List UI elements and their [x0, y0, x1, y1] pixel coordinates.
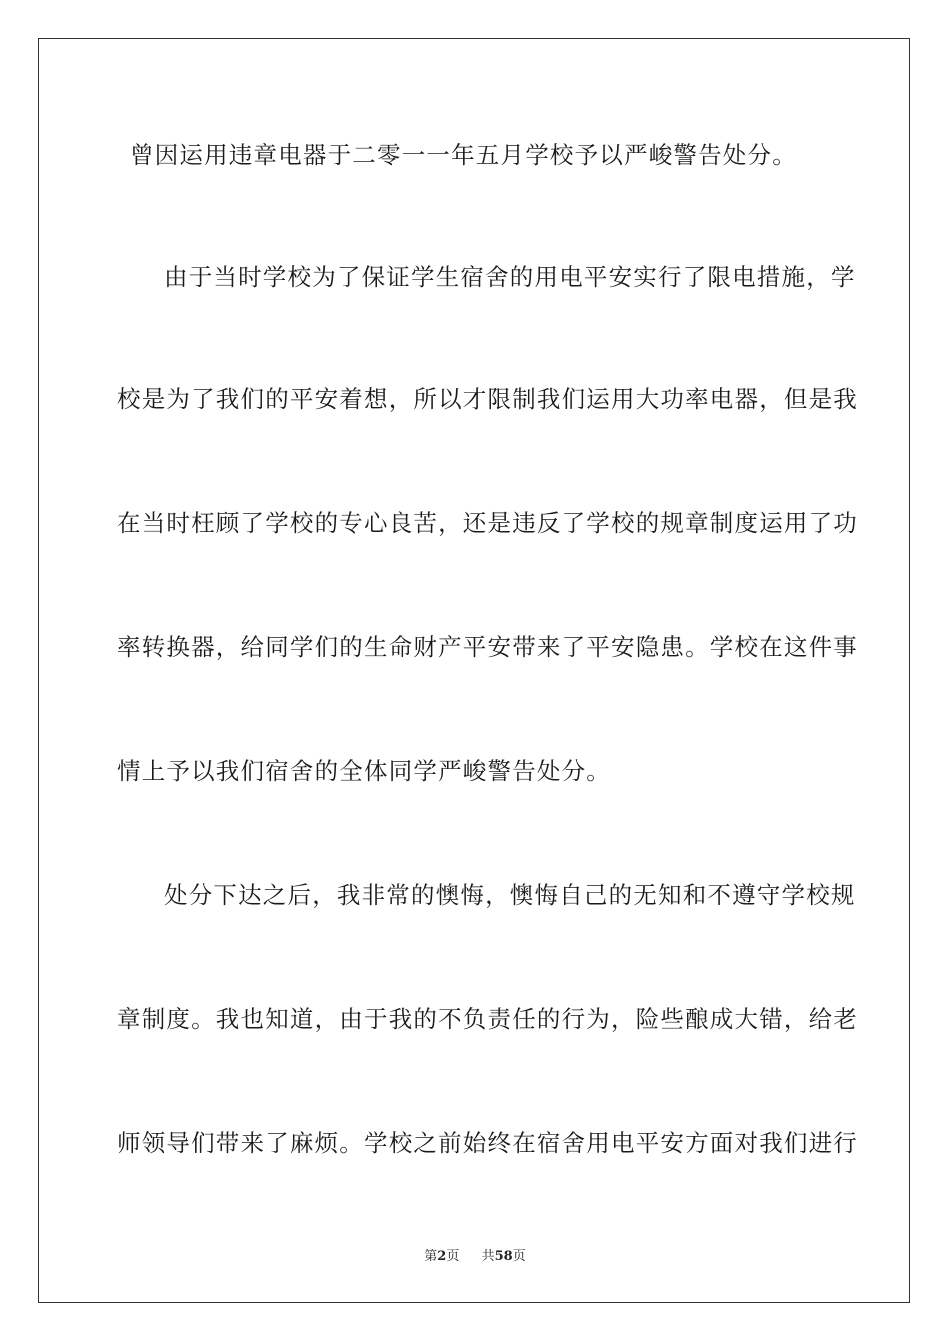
text-line-1: 曾因运用违章电器于二零一一年五月学校予以严峻警告处分。 — [130, 141, 797, 169]
total-prefix: 共 — [481, 1249, 495, 1264]
text-line-4: 在当时枉顾了学校的专心良苦，还是违反了学校的规章制度运用了功 — [117, 509, 858, 537]
page-footer — [0, 1245, 950, 1264]
page-suffix: 页 — [446, 1249, 460, 1264]
text-line-3: 校是为了我们的平安着想，所以才限制我们运用大功率电器，但是我 — [117, 385, 858, 413]
page-number: 2 — [437, 1249, 447, 1264]
text-line-2: 由于当时学校为了保证学生宿舍的用电平安实行了限电措施，学 — [164, 263, 856, 291]
page-border — [38, 38, 910, 1303]
text-line-8: 章制度。我也知道，由于我的不负责任的行为，险些酿成大错，给老 — [117, 1005, 858, 1033]
text-line-9: 师领导们带来了麻烦。学校之前始终在宿舍用电平安方面对我们进行 — [117, 1129, 858, 1157]
text-line-7: 处分下达之后，我非常的懊悔，懊悔自己的无知和不遵守学校规 — [164, 881, 856, 909]
text-line-5: 率转换器，给同学们的生命财产平安带来了平安隐患。学校在这件事 — [117, 633, 858, 661]
total-pages: 58 — [494, 1249, 513, 1264]
page-prefix: 第 — [424, 1249, 438, 1264]
text-line-6: 情上予以我们宿舍的全体同学严峻警告处分。 — [117, 757, 611, 785]
total-suffix: 页 — [512, 1249, 526, 1264]
